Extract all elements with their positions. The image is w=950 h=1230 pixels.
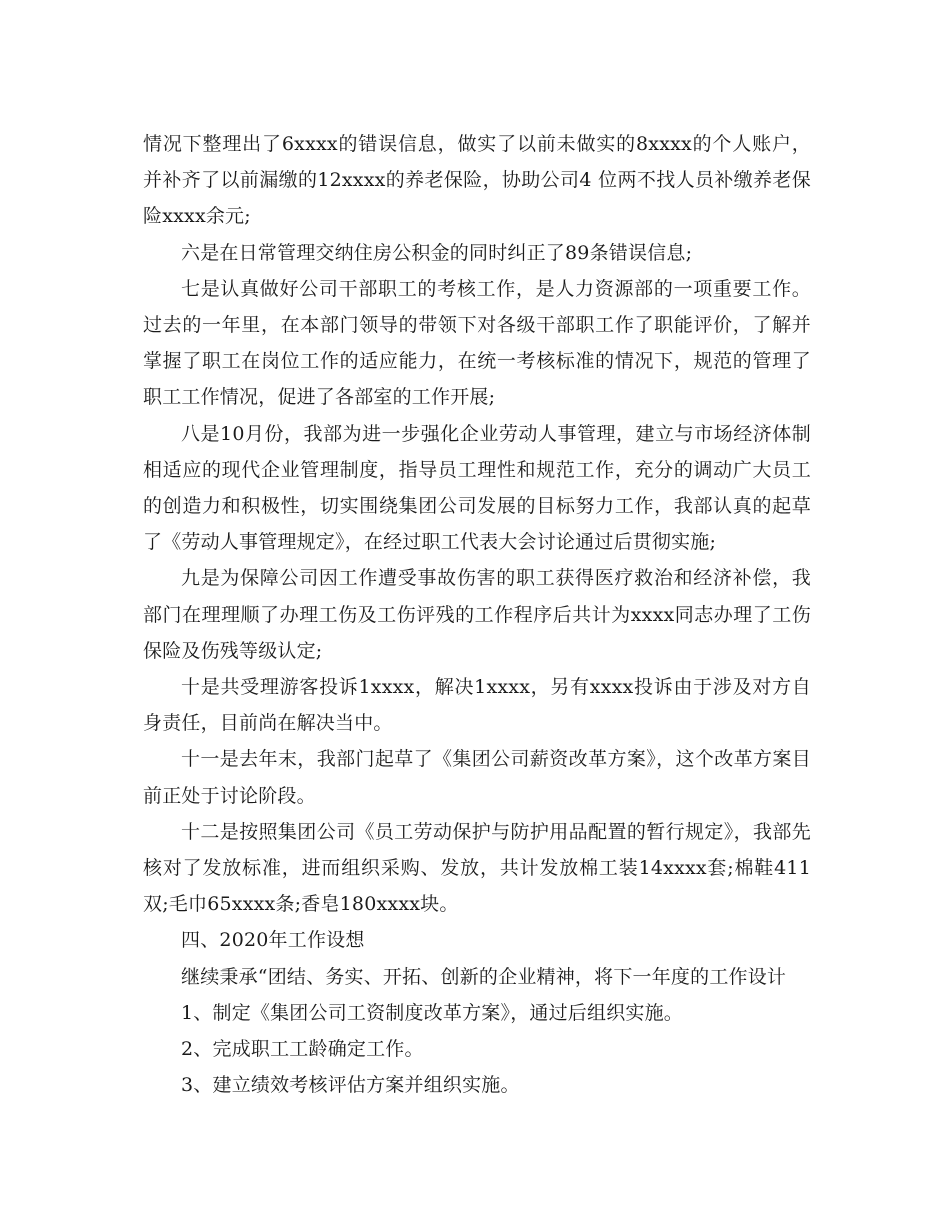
document-body	[143, 126, 811, 1103]
paragraph-item-10: 十是共受理游客投诉1xxxx，解决1xxxx，另有xxxx投诉由于涉及对方自身责任，目前尚在解决当中。	[143, 676, 811, 735]
plan-item-1: 1、制定《集团公司工资制度改革方案》，通过后组织实施。	[181, 1001, 683, 1024]
paragraph-continuation: 情况下整理出了6xxxx的错误信息，做实了以前未做实的8xxxx的个人账户，并补齐了以前漏缴的12xxxx的养老保险，协助公司4 位两不找人员补缴养老保险xxxx余元;	[143, 133, 811, 228]
paragraph-item-6: 六是在日常管理交纳住房公积金的同时纠正了89条错误信息;	[181, 241, 693, 264]
paragraph-item-8: 八是10月份，我部为进一步强化企业劳动人事管理，建立与市场经济体制相适应的现代企业管理制度，指导员工理性和规范工作，充分的调动广大员工的创造力和积极性，切实围绕集团公司发展的目标努力工作，我部认真的起草了《劳动人事管理规定》，在经过职工代表大会讨论通过后贯彻实施;	[143, 422, 811, 554]
section-heading: 四、2020年工作设想	[181, 929, 365, 952]
section-intro: 继续秉承“团结、务实、开拓、创新的企业精神，将下一年度的工作设计	[181, 965, 787, 988]
plan-item-3: 3、建立绩效考核评估方案并组织实施。	[181, 1074, 520, 1097]
paragraph-item-11: 十一是去年末，我部门起草了《集团公司薪资改革方案》，这个改革方案目前正处于讨论阶段。	[143, 748, 811, 807]
paragraph-item-9: 九是为保障公司因工作遭受事故伤害的职工获得医疗救治和经济补偿，我部门在理理顺了办理工伤及工伤评残的工作程序后共计为xxxx同志办理了工伤保险及伤残等级认定;	[143, 567, 811, 662]
plan-item-2: 2、完成职工工龄确定工作。	[181, 1038, 424, 1061]
paragraph-item-12: 十二是按照集团公司《员工劳动保护与防护用品配置的暂行规定》，我部先核对了发放标准，进而组织采购、发放，共计发放棉工装14xxxx套;棉鞋411双;毛巾65xxxx条;香皂180xxxx块。	[143, 820, 811, 916]
paragraph-item-7: 七是认真做好公司干部职工的考核工作，是人力资源部的一项重要工作。过去的一年里，在本部门领导的带领下对各级干部职工作了职能评价，了解并掌握了职工在岗位工作的适应能力，在统一考核标准的情况下，规范的管理了职工工作情况，促进了各部室的工作开展;	[143, 277, 811, 409]
